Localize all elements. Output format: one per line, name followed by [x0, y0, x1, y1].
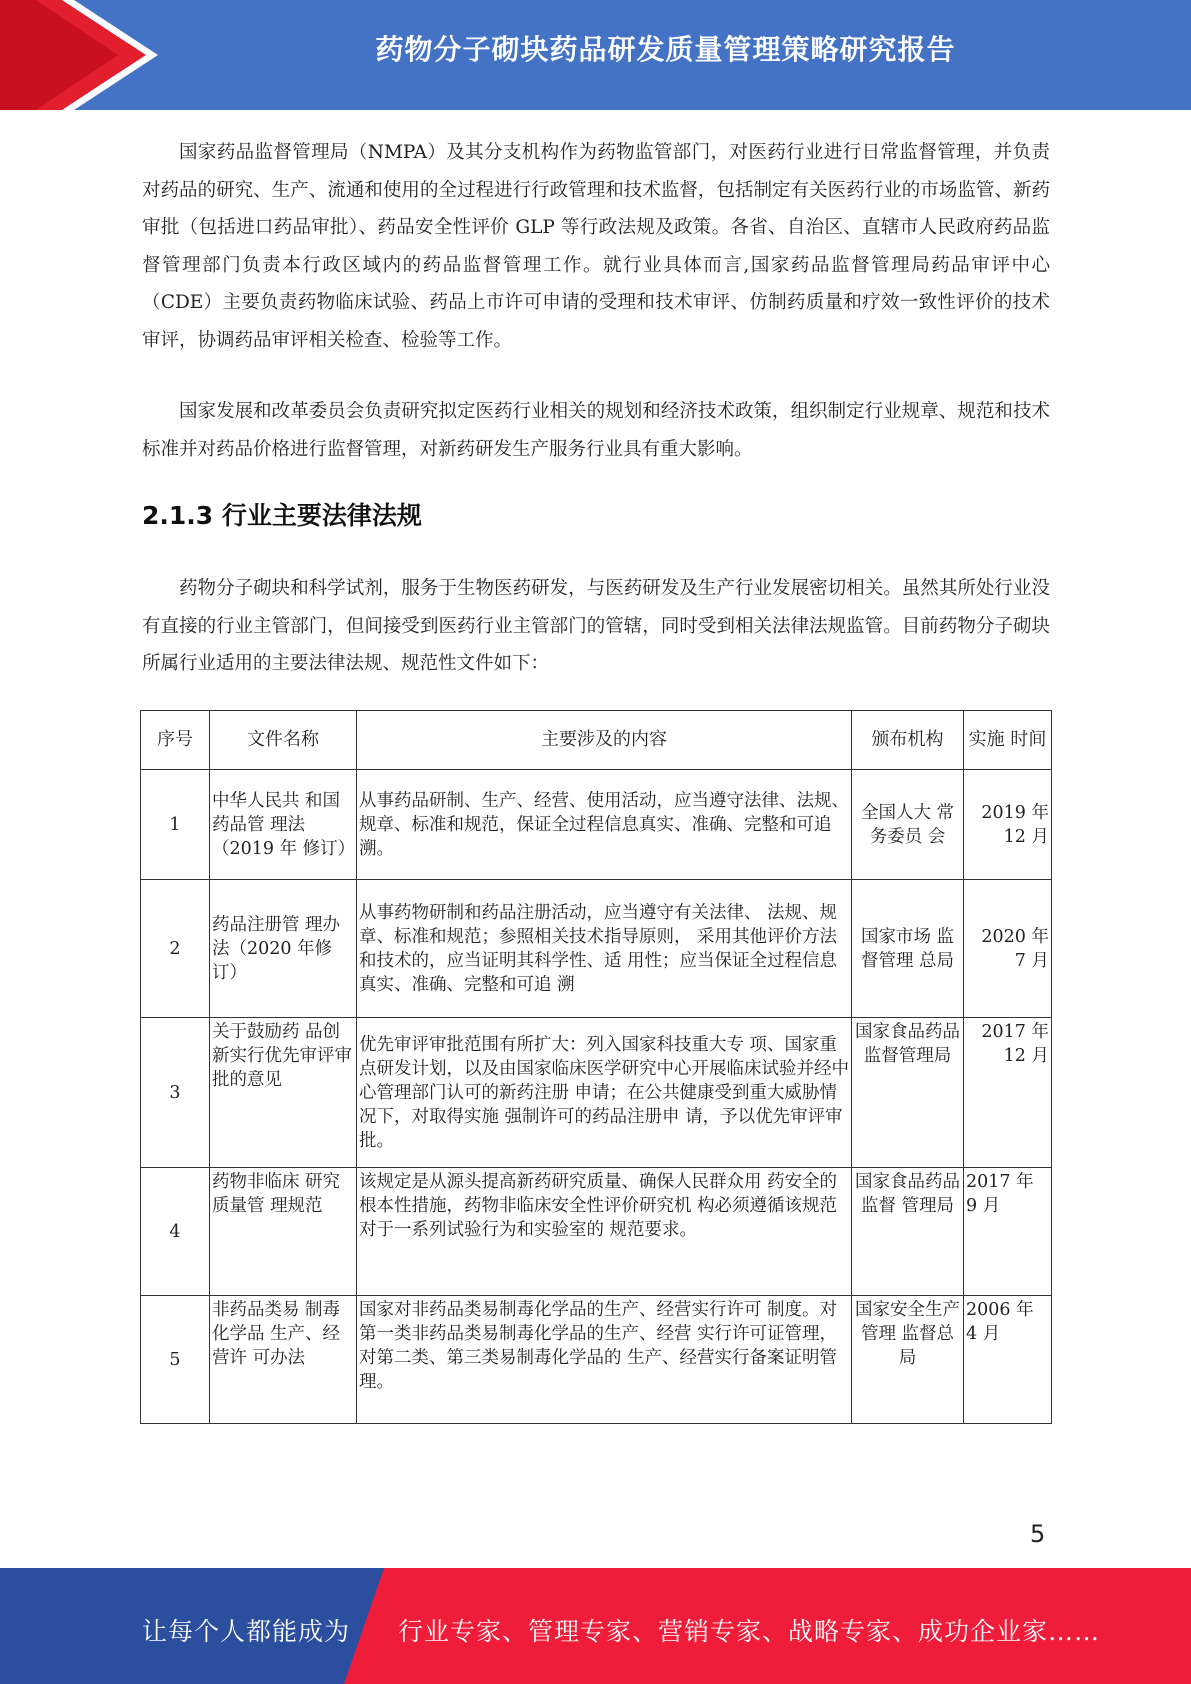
row-org: 国家食品药品监督 管理局: [852, 1168, 964, 1296]
table-row: [141, 1296, 1052, 1424]
section-heading: 2.1.3 行业主要法律法规: [142, 501, 422, 530]
row-content: 该规定是从源头提高新药研究质量、确保人民群众用 药安全的根本性措施，药物非临床安全性评价研究机 构必须遵循该规范对于一系列试验行为和实验室的 规范要求。: [357, 1168, 852, 1296]
footer-slogan-right: 行业专家、管理专家、营销专家、战略专家、成功企业家……: [398, 1617, 1101, 1646]
intro-paragraph-1: [142, 134, 1050, 359]
row-content: 优先审评审批范围有所扩大：列入国家科技重大专 项、国家重点研发计划，以及由国家临床医学研究中心开展临床试验并经中心管理部门认可的新药注册 申请；在公共健康受到重大威胁情况下，对取得实施 强制许可的药品注册申 请，予以优先审评审批。: [357, 1018, 852, 1168]
table-header-row: [141, 711, 1052, 770]
page-header: [0, 0, 1191, 110]
row-org: 国家安全生产管理 监督总局: [852, 1296, 964, 1424]
row-content: 从事药物研制和药品注册活动，应当遵守有关法律、 法规、规章、标准和规范；参照相关技术指导原则， 采用其他评价方法和技术的，应当证明其科学性、适 用性；应当保证全过程信息真实、准确、完整和可追 溯: [357, 880, 852, 1018]
row-date: 2006 年 4 月: [964, 1296, 1052, 1424]
table-row: [141, 880, 1052, 1018]
row-org: 国家食品药品监督管理局: [852, 1018, 964, 1168]
row-name: 药物非临床 研究质量管 理规范: [210, 1168, 357, 1296]
header-content: 主要涉及的内容: [357, 711, 852, 770]
row-name: 关于鼓励药 品创新实行优先审评审 批的意见: [210, 1018, 357, 1168]
footer-slogan-left: 让每个人都能成为: [142, 1617, 351, 1646]
row-content: 从事药品研制、生产、经营、使用活动，应当遵守法律、法规、规章、标准和规范，保证全过程信息真实、准确、完整和可追溯。: [357, 770, 852, 880]
table-row: [141, 770, 1052, 880]
row-no: 1: [141, 770, 210, 880]
row-date: 2019 年 12 月: [964, 770, 1052, 880]
row-date: 2020 年 7 月: [964, 880, 1052, 1018]
intro-paragraph-3: [142, 570, 1050, 683]
intro-paragraph-2: [142, 393, 1050, 468]
row-name: 非药品类易 制毒化学品 生产、经营许 可办法: [210, 1296, 357, 1424]
row-org: 国家市场 监督管理 总局: [852, 880, 964, 1018]
row-no: 4: [141, 1168, 210, 1296]
row-no: 3: [141, 1018, 210, 1168]
table-row: [141, 1018, 1052, 1168]
laws-regulations-table: [140, 710, 1052, 1424]
header-no: 序号: [141, 711, 210, 770]
table-row: [141, 1168, 1052, 1296]
header-name: 文件名称: [210, 711, 357, 770]
paragraph-building-blocks: 药物分子砌块和科学试剂，服务于生物医药研发，与医药研发及生产行业发展密切相关。虽然其所处行业没有直接的行业主管部门，但间接受到医药行业主管部门的管辖，同时受到相关法律法规监管。目前药物分子砌块所属行业适用的主要法律法规、规范性文件如下：: [142, 578, 1050, 674]
row-no: 2: [141, 880, 210, 1018]
row-date: 2017 年 9 月: [964, 1168, 1052, 1296]
row-no: 5: [141, 1296, 210, 1424]
page-number: 5: [1030, 1520, 1046, 1548]
row-name: 中华人民共 和国药品管 理法（2019 年 修订）: [210, 770, 357, 880]
report-title: 药物分子砌块药品研发质量管理策略研究报告: [375, 33, 956, 66]
row-content: 国家对非药品类易制毒化学品的生产、经营实行许可 制度。对第一类非药品类易制毒化学品的生产、经营 实行许可证管理，对第二类、第三类易制毒化学品的 生产、经营实行备案证明管理。: [357, 1296, 852, 1424]
paragraph-nmpa: 国家药品监督管理局（NMPA）及其分支机构作为药物监管部门，对医药行业进行日常监督管理，并负责对药品的研究、生产、流通和使用的全过程进行行政管理和技术监督，包括制定有关医药行业的市场监管、新药审批（包括进口药品审批）、药品安全性评价 GLP 等行政法规及政策。各省、自治区、直辖市人民政府药品监督管理部门负责本行政区域内的药品监督管理工作。就行业具体而言,国家药品监督管理局药品审评中心（CDE）主要负责药物临床试验、药品上市许可申请的受理和技术审评、仿制药质量和疗效一致性评价的技术审评，协调药品审评相关检查、检验等工作。: [142, 142, 1050, 351]
paragraph-ndrc: 国家发展和改革委员会负责研究拟定医药行业相关的规划和经济技术政策，组织制定行业规章、规范和技术标准并对药品价格进行监督管理，对新药研发生产服务行业具有重大影响。: [142, 401, 1050, 460]
row-org: 全国人大 常务委员 会: [852, 770, 964, 880]
row-date: 2017 年 12 月: [964, 1018, 1052, 1168]
row-name: 药品注册管 理办法（2020 年修订）: [210, 880, 357, 1018]
header-org: 颁布机构: [852, 711, 964, 770]
header-date: 实施 时间: [964, 711, 1052, 770]
